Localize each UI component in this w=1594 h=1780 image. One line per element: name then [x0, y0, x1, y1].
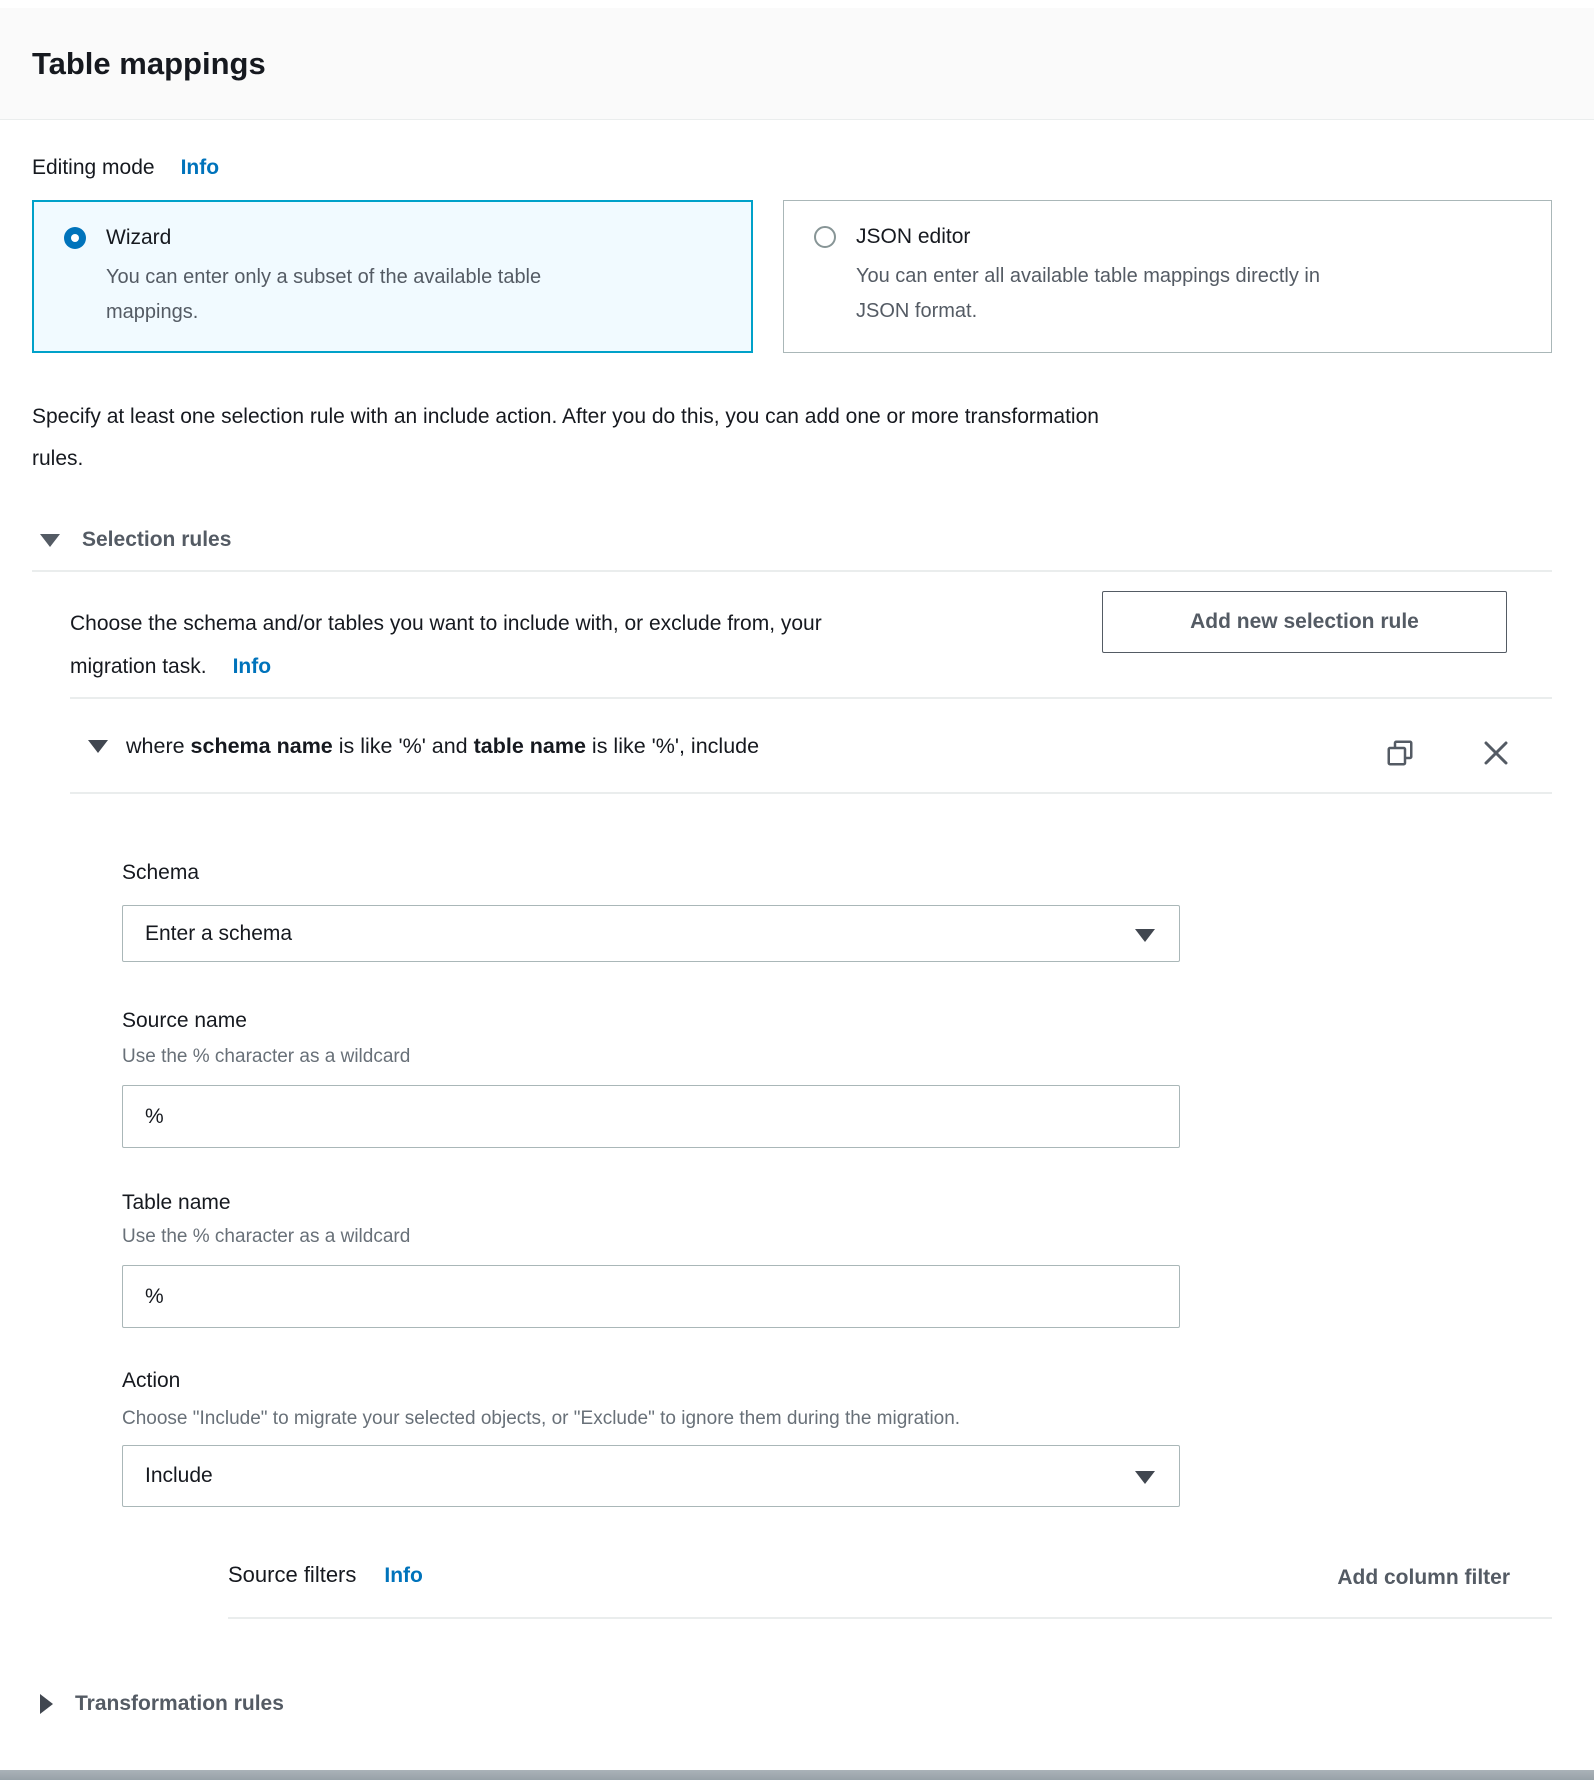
selection-rule-summary[interactable]: [88, 734, 759, 759]
rule-summary-text: where schema name is like '%' and table name is like '%', include: [126, 734, 760, 758]
duplicate-rule-button[interactable]: [1385, 738, 1415, 768]
schema-label: Schema: [122, 861, 200, 884]
page-title: Table mappings: [32, 45, 266, 81]
selection-rules-title: Selection rules: [82, 528, 232, 551]
rule-collapse-triangle-icon: [88, 740, 108, 753]
expand-triangle-icon: [40, 1694, 53, 1714]
selection-rules-section-header[interactable]: [40, 528, 231, 552]
intro-text: Specify at least one selection rule with an include action. After you do this, you can add one or more transformation rules.: [32, 405, 1099, 470]
wizard-description: You can enter only a subset of the available table mappings.: [106, 266, 542, 323]
wizard-radio-row: [64, 226, 723, 250]
json-editor-radio[interactable]: [814, 226, 836, 248]
transformation-rules-section-header[interactable]: [40, 1692, 284, 1716]
collapse-triangle-icon: [40, 534, 60, 547]
divider: [32, 570, 1552, 572]
divider: [228, 1617, 1552, 1619]
source-filters-row: [228, 1562, 423, 1588]
action-select-value: Include: [145, 1464, 213, 1487]
selection-rules-description: Choose the schema and/or tables you want to include with, or exclude from, your migration task. Info: [70, 612, 822, 678]
source-name-input[interactable]: [145, 1105, 1157, 1129]
json-editor-label: JSON editor: [856, 225, 971, 248]
action-select[interactable]: [122, 1445, 1180, 1507]
table-name-label: Table name: [122, 1191, 231, 1214]
wizard-label: Wizard: [106, 226, 172, 249]
json-editor-radio-row: [814, 225, 1523, 249]
editing-mode-option-json-editor[interactable]: [783, 200, 1552, 353]
action-label: Action: [122, 1369, 181, 1392]
chevron-down-icon: [1135, 929, 1155, 942]
source-name-field-box: [122, 1085, 1180, 1148]
schema-select[interactable]: [122, 905, 1180, 962]
source-name-label: Source name: [122, 1009, 247, 1032]
panel-header: [0, 8, 1594, 120]
chevron-down-icon: [1135, 1471, 1155, 1484]
source-filters-info-link[interactable]: Info: [384, 1564, 423, 1587]
copy-icon: [1385, 738, 1415, 768]
add-new-selection-rule-button[interactable]: Add new selection rule: [1102, 591, 1507, 653]
table-name-field-box: [122, 1265, 1180, 1328]
wizard-radio[interactable]: [64, 227, 86, 249]
editing-mode-info-link[interactable]: Info: [180, 156, 220, 179]
divider: [70, 697, 1552, 699]
source-filters-label: Source filters: [228, 1562, 357, 1587]
source-name-hint: Use the % character as a wildcard: [122, 1046, 411, 1067]
selection-rules-info-link[interactable]: Info: [232, 655, 272, 678]
editing-mode-option-wizard[interactable]: [32, 200, 753, 353]
action-hint: Choose "Include" to migrate your selected objects, or "Exclude" to ignore them during the migration.: [122, 1408, 961, 1429]
schema-select-value: Enter a schema: [145, 921, 293, 945]
editing-mode-row: [32, 156, 219, 180]
divider: [70, 792, 1552, 794]
table-name-input[interactable]: [145, 1285, 1157, 1309]
close-icon: [1481, 738, 1511, 768]
bottom-divider-bar: [0, 1770, 1594, 1780]
table-name-hint: Use the % character as a wildcard: [122, 1226, 411, 1247]
transformation-rules-title: Transformation rules: [75, 1692, 284, 1715]
json-editor-description: You can enter all available table mappings directly in JSON format.: [856, 265, 1320, 322]
add-column-filter-button[interactable]: Add column filter: [1337, 1566, 1510, 1589]
remove-rule-button[interactable]: [1481, 738, 1511, 768]
editing-mode-label: Editing mode: [32, 156, 155, 179]
